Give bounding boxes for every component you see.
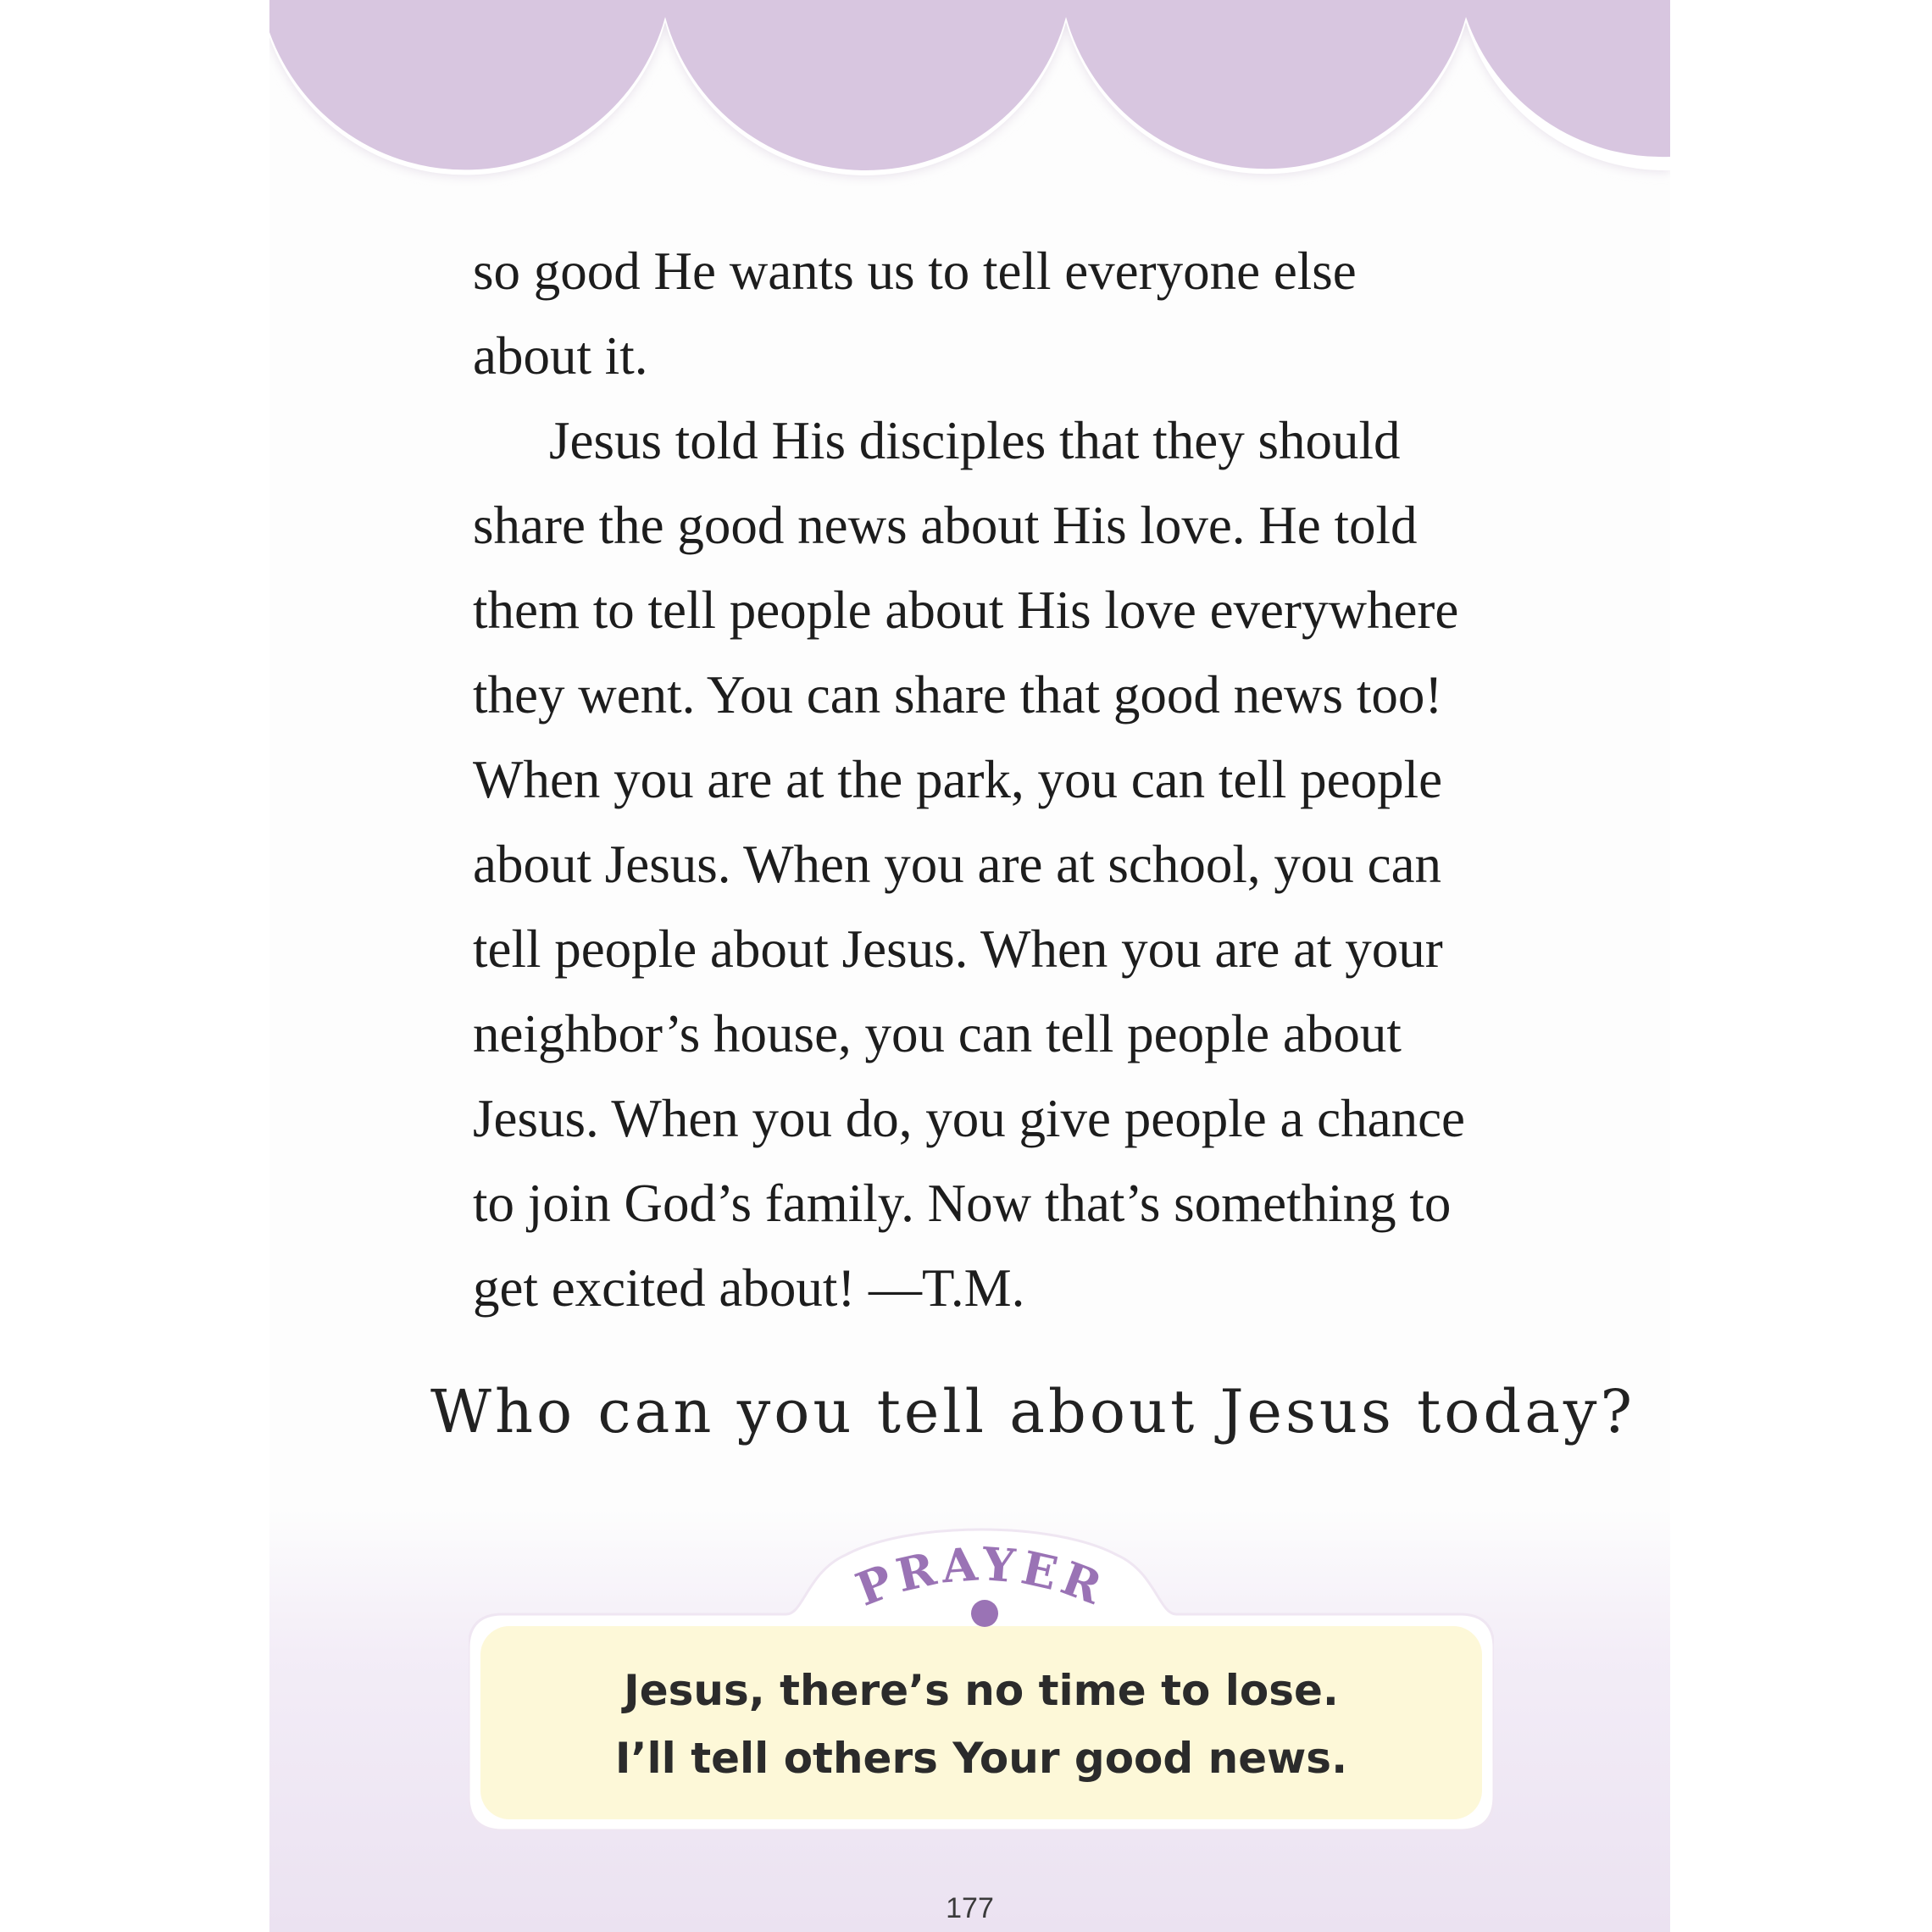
body-line: about it. (473, 326, 648, 386)
body-line: tell people about Jesus. When you are at your (473, 919, 1443, 979)
body-line: so good He wants us to tell everyone else (473, 242, 1357, 301)
body-line: share the good news about His love. He told (473, 496, 1418, 555)
book-page (269, 0, 1670, 1932)
body-line: Jesus. When you do, you give people a chance (473, 1089, 1466, 1148)
prayer-label: PRAYER (848, 1536, 1114, 1617)
prayer-box (469, 1521, 1494, 1830)
prayer-line: I’ll tell others Your good news. (614, 1734, 1348, 1783)
body-line: When you are at the park, you can tell people (473, 750, 1443, 809)
reflection-question: Who can you tell about Jesus today? (430, 1377, 1636, 1446)
body-line: get excited about! —T.M. (473, 1258, 1025, 1318)
prayer-line: Jesus, there’s no time to lose. (624, 1666, 1339, 1715)
devotional-body (473, 229, 1574, 1330)
body-line: to join God’s family. Now that’s something to (473, 1174, 1452, 1233)
body-line: Jesus told His disciples that they should (549, 411, 1401, 470)
prayer-text (502, 1657, 1460, 1792)
body-line: they went. You can share that good news too! (473, 665, 1443, 724)
body-line: neighbor’s house, you can tell people about (473, 1004, 1402, 1063)
body-line: about Jesus. When you are at school, you can (473, 835, 1442, 894)
body-line: them to tell people about His love everywhere (473, 580, 1459, 640)
prayer-dot-icon (971, 1600, 998, 1627)
scallop-border (269, 0, 1670, 186)
page-number: 177 (946, 1892, 994, 1924)
